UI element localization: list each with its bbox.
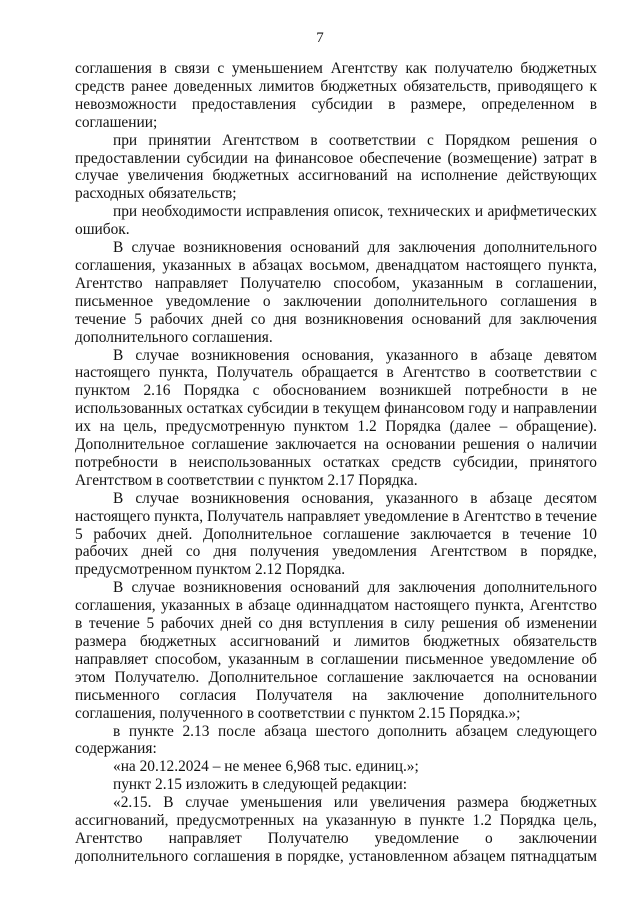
paragraph-3: при необходимости исправления описок, технических и арифметических ошибок. (75, 203, 597, 239)
page-number: 7 (316, 30, 324, 46)
document-body (75, 60, 597, 866)
paragraph-6: В случае возникновения основания, указанного в абзаце десятом настоящего пункта, Получатель направляет уведомление в Агентство в течение 5 рабочих дней. Дополнительное соглашение заключается в течение 10 рабочих дней со дня получения уведомления Агентством в порядке, предусмотренном пунктом 2.12 Порядка. (75, 489, 597, 579)
paragraph-11: «2.15. В случае уменьшения или увеличения размера бюджетных ассигнований, предусмотренных на указанную в пункте 1.2 Порядка цель, Агентство направляет Получателю уведомление о заключении дополнительного соглашения в порядке, установленном абзацем пятнадцатым (75, 794, 597, 865)
paragraph-8: в пункте 2.13 после абзаца шестого дополнить абзацем следующего содержания: (75, 722, 597, 758)
paragraph-1: соглашения в связи с уменьшением Агентству как получателю бюджетных средств ранее доведенных лимитов бюджетных обязательств, приводящего к невозможности предоставления субсидии в размере, определенном в соглашении; (75, 60, 597, 131)
paragraph-9: «на 20.12.2024 – не менее 6,968 тыс. единиц.»; (113, 758, 419, 776)
paragraph-4: В случае возникновения оснований для заключения дополнительного соглашения, указанных в абзацах восьмом, двенадцатом настоящего пункта, Агентство направляет Получателю способом, указанным в соглашении, письменное уведомление о заключении дополнительного соглашения в течение 5 рабочих дней со дня возникновения оснований для заключения дополнительного соглашения. (75, 239, 597, 346)
paragraph-10: пункт 2.15 изложить в следующей редакции: (113, 776, 408, 794)
paragraph-2: при принятии Агентством в соответствии с Порядком решения о предоставлении субсидии на финансовое обеспечение (возмещение) затрат в случае увеличения бюджетных ассигнований на исполнение действующих расходных обязательств; (75, 131, 597, 203)
paragraph-5: В случае возникновения основания, указанного в абзаце девятом настоящего пункта, Получатель обращается в Агентство в соответствии с пунктом 2.16 Порядка с обоснованием возникшей потребности в не использованных остатках субсидии в текущем финансовом году и направлении их на цель, предусмотренную пунктом 1.2 Порядка (далее – обращение). Дополнительное соглашение заключается на основании решения о наличии потребности в неиспользованных остатках средств субсидии, принятого Агентством в соответствии с пунктом 2.17 Порядка. (75, 346, 597, 489)
paragraph-7: В случае возникновения оснований для заключения дополнительного соглашения, указанных в абзаце одиннадцатом настоящего пункта, Агентство в течение 5 рабочих дней со дня вступления в силу решения об изменении размера бюджетных ассигнований и лимитов бюджетных обязательств направляет способом, указанным в соглашении письменное уведомление об этом Получателю. Дополнительное соглашение заключается на основании письменного согласия Получателя на заключение дополнительного соглашения, полученного в соответствии с пунктом 2.15 Порядка.»; (75, 579, 597, 722)
